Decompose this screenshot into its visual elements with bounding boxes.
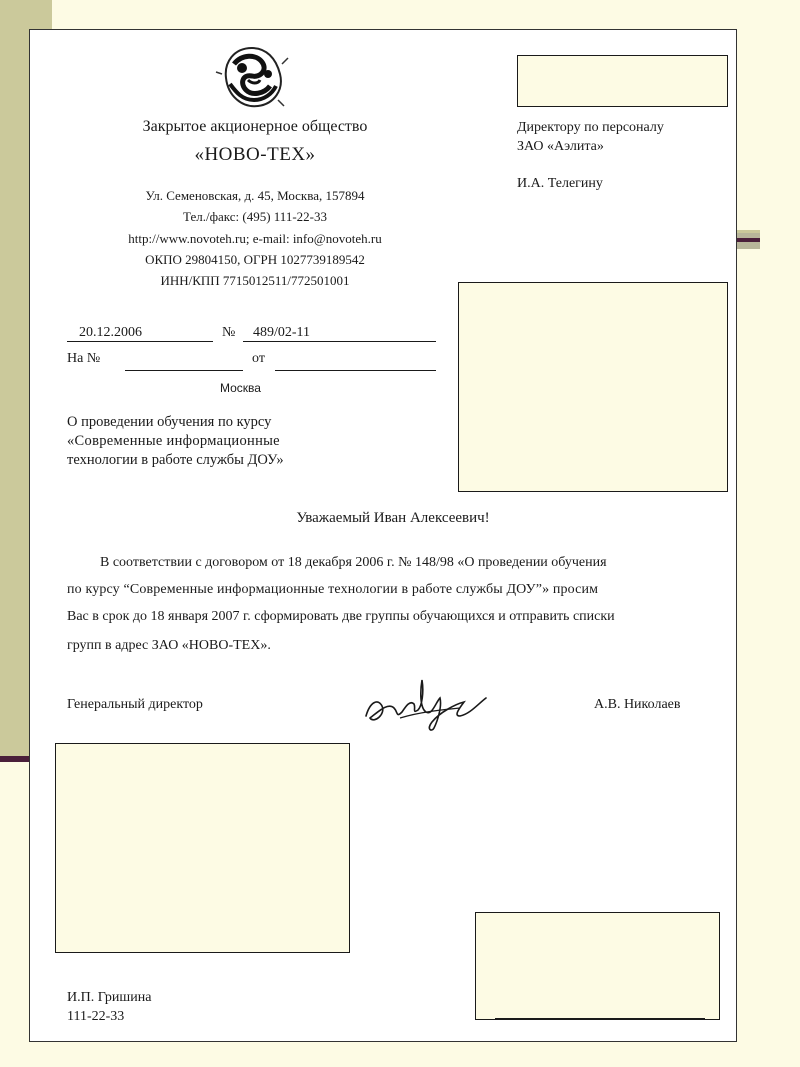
bottom-rule [495,1018,705,1019]
placeholder-box-registration-note [458,282,728,492]
executor-phone: 111-22-33 [67,1009,125,1024]
reference-date-line [275,370,436,371]
company-okpo: ОКПО 29804150, ОГРН 1027739189542 [145,252,365,267]
company-web: http://www.novoteh.ru; e-mail: info@novoteh.ru [128,231,382,246]
addressee-name: И.А. Телегину [517,176,603,191]
placeholder-box-addressee-note [517,55,728,107]
company-type: Закрытое акционерное общество [142,118,368,135]
subject-line-3: технологии в работе службы ДОУ» [67,452,284,468]
company-phone: Тел./факс: (495) 111-22-33 [183,209,327,224]
company-address: Ул. Семеновская, д. 45, Москва, 157894 [145,188,365,203]
letter-number: 489/02-11 [243,325,436,342]
reference-number-line [125,370,243,371]
body-line-1: В соответствии с договором от 18 декабря 2006 г. № 148/98 «О проведении обучения [100,555,607,570]
letter-city: Москва [220,381,261,395]
letter-date: 20.12.2006 [67,325,213,342]
executor-name: И.П. Гришина [67,990,152,1005]
signatory-position: Генеральный директор [67,697,203,712]
addressee-company: ЗАО «Аэлита» [517,139,604,154]
reference-label: На № [67,351,101,366]
slide-right-accent-line [735,238,760,242]
placeholder-box-signature-note [55,743,350,953]
number-sign: № [222,325,236,340]
company-inn: ИНН/КПП 7715012511/772501001 [160,273,350,288]
greeting: Уважаемый Иван Алексеевич! [296,510,490,526]
handwritten-signature-icon [360,672,490,734]
placeholder-box-executor-note [475,912,720,1020]
signatory-name: А.В. Николаев [594,697,681,712]
body-line-2: по курсу “Современные информационные технологии в работе службы ДОУ”» просим [67,582,599,597]
company-logo-icon [212,44,292,114]
subject-line-1: О проведении обучения по курсу [67,414,272,430]
subject-line-2: «Современные информационные [67,433,280,449]
reference-from-label: от [252,351,265,366]
addressee-position: Директору по персоналу [517,120,664,135]
company-name: «НОВО-ТЕХ» [194,144,316,165]
body-line-4: групп в адрес ЗАО «НОВО-ТЕХ». [67,638,271,653]
body-line-3: Вас в срок до 18 января 2007 г. сформировать две группы обучающихся и отправить списки [67,609,615,624]
